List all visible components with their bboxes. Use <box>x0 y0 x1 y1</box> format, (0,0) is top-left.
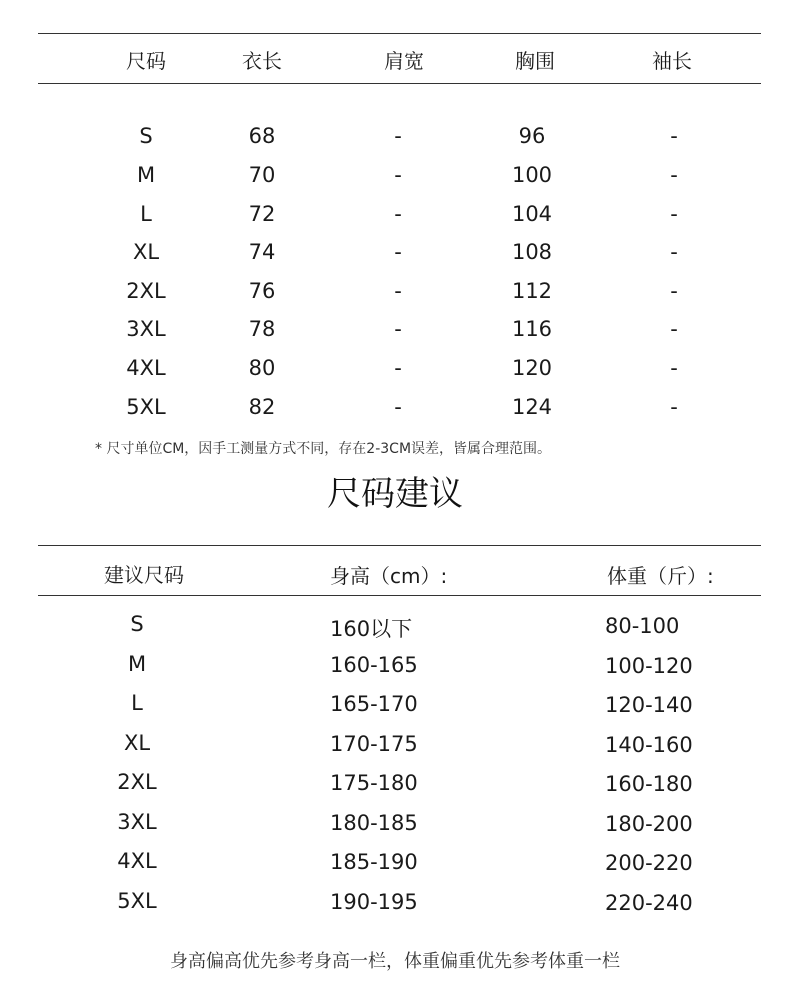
cell-size: 2XL <box>117 770 157 794</box>
cell-sleeve: - <box>670 163 678 187</box>
cell-shoulder: - <box>394 317 402 341</box>
section-title: 尺码建议 <box>327 474 463 514</box>
cell-chest: 96 <box>518 124 546 148</box>
cell-size: 3XL <box>117 810 157 834</box>
cell-shoulder: - <box>394 163 402 187</box>
table-top-rule <box>38 33 761 34</box>
cell-length: 70 <box>248 163 276 187</box>
header-shoulder: 肩宽 <box>384 49 424 73</box>
cell-height: 170-175 <box>330 732 418 756</box>
cell-height: 185-190 <box>330 850 418 874</box>
cell-height: 165-170 <box>330 692 418 716</box>
header-sleeve: 袖长 <box>652 49 692 73</box>
cell-size: 4XL <box>126 356 166 380</box>
header-chest: 胸围 <box>515 49 555 73</box>
cell-size: L <box>140 202 152 226</box>
cell-size: XL <box>123 731 151 755</box>
cell-size: 4XL <box>117 849 157 873</box>
cell-sleeve: - <box>670 124 678 148</box>
cell-size: M <box>127 652 147 676</box>
header-weight: 体重（斤）: <box>607 564 714 588</box>
cell-height: 160-165 <box>330 653 418 677</box>
cell-chest: 124 <box>511 395 553 419</box>
suggestion-top-rule <box>38 545 761 546</box>
header-length: 衣长 <box>242 49 282 73</box>
cell-height: 190-195 <box>330 890 418 914</box>
cell-size: S <box>139 124 153 148</box>
cell-weight: 200-220 <box>605 851 693 875</box>
cell-size: 3XL <box>126 317 166 341</box>
cell-sleeve: - <box>670 317 678 341</box>
footer-note: 身高偏高优先参考身高一栏，体重偏重优先参考体重一栏 <box>170 951 620 972</box>
cell-size: 2XL <box>126 279 166 303</box>
cell-length: 76 <box>248 279 276 303</box>
cell-chest: 116 <box>511 317 553 341</box>
cell-weight: 160-180 <box>605 772 693 796</box>
cell-weight: 180-200 <box>605 812 693 836</box>
header-size: 尺码 <box>126 49 166 73</box>
cell-weight: 100-120 <box>605 654 693 678</box>
cell-sleeve: - <box>670 202 678 226</box>
cell-size: 5XL <box>117 889 157 913</box>
cell-chest: 112 <box>511 279 553 303</box>
cell-weight: 140-160 <box>605 733 693 757</box>
cell-size: XL <box>132 240 160 264</box>
cell-shoulder: - <box>394 240 402 264</box>
measurement-note: * 尺寸单位CM，因手工测量方式不同，存在2-3CM误差，皆属合理范围。 <box>95 441 552 457</box>
cell-length: 68 <box>248 124 276 148</box>
cell-shoulder: - <box>394 279 402 303</box>
cell-sleeve: - <box>670 279 678 303</box>
cell-size: S <box>130 612 144 636</box>
cell-length: 80 <box>248 356 276 380</box>
cell-sleeve: - <box>670 240 678 264</box>
suggestion-header-rule <box>38 595 761 596</box>
cell-height: 175-180 <box>330 771 418 795</box>
cell-weight: 80-100 <box>605 614 680 638</box>
cell-sleeve: - <box>670 395 678 419</box>
cell-length: 82 <box>248 395 276 419</box>
cell-chest: 100 <box>511 163 553 187</box>
header-suggested-size: 建议尺码 <box>104 563 184 587</box>
cell-sleeve: - <box>670 356 678 380</box>
cell-height: 160以下 <box>330 617 413 641</box>
header-height: 身高（cm）: <box>330 564 448 588</box>
cell-length: 72 <box>248 202 276 226</box>
cell-length: 74 <box>248 240 276 264</box>
cell-shoulder: - <box>394 395 402 419</box>
cell-size: 5XL <box>126 395 166 419</box>
cell-shoulder: - <box>394 202 402 226</box>
cell-shoulder: - <box>394 124 402 148</box>
cell-size: L <box>131 691 143 715</box>
table-header-rule <box>38 83 761 84</box>
cell-chest: 104 <box>511 202 553 226</box>
cell-weight: 120-140 <box>605 693 693 717</box>
cell-weight: 220-240 <box>605 891 693 915</box>
cell-length: 78 <box>248 317 276 341</box>
cell-chest: 108 <box>511 240 553 264</box>
cell-chest: 120 <box>511 356 553 380</box>
cell-size: M <box>136 163 156 187</box>
cell-shoulder: - <box>394 356 402 380</box>
cell-height: 180-185 <box>330 811 418 835</box>
